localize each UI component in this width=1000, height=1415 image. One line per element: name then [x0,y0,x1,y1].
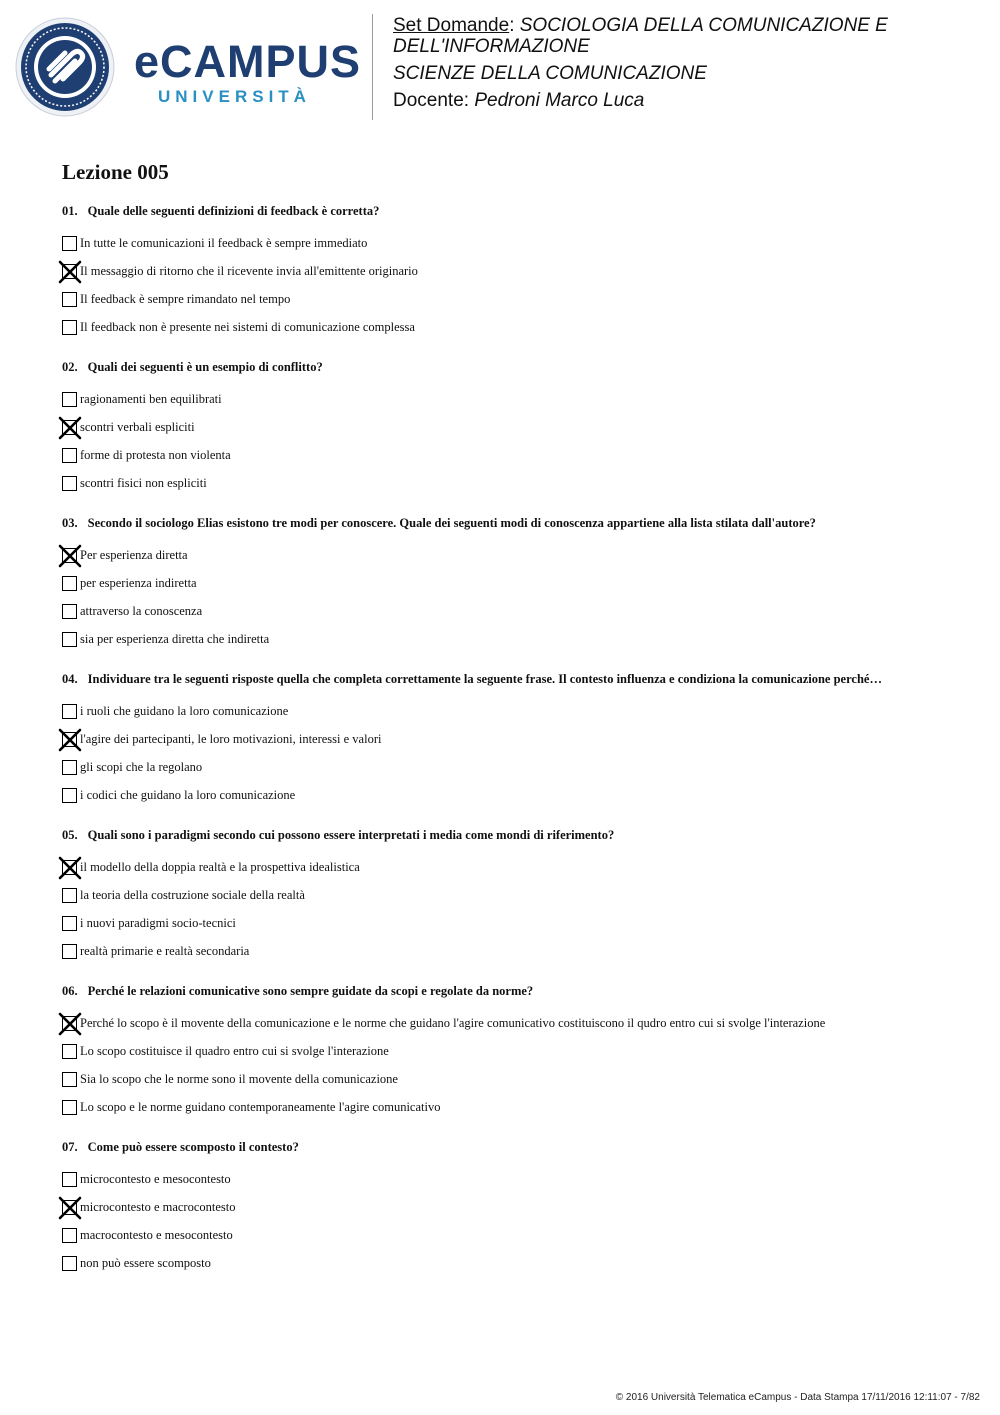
answer-text: Il feedback è sempre rimandato nel tempo [80,291,291,306]
question-number: 04. [62,672,78,686]
question-text [62,203,982,219]
answer-text: scontri fisici non espliciti [80,475,207,490]
teacher-name: Pedroni Marco Luca [474,90,645,111]
checkbox[interactable] [62,760,77,775]
question-text [62,671,982,687]
checkbox[interactable] [62,1072,77,1087]
answer-option[interactable] [62,229,982,257]
question-number: 02. [62,360,78,374]
question [62,1139,982,1277]
answer-text: forme di protesta non violenta [80,447,231,462]
question-list [62,203,982,1295]
answer-text: i nuovi paradigmi socio-tecnici [80,915,236,930]
answer-text: Sia lo scopo che le norme sono il movente della comunicazione [80,1071,398,1086]
teacher-label: Docente: [393,90,470,111]
answer-option[interactable] [62,413,982,441]
checked-checkbox[interactable] [62,1200,77,1215]
set-title-line-1: Set Domande: SOCIOLOGIA DELLA COMUNICAZIONE E [393,15,888,36]
answer-option[interactable] [62,1009,982,1037]
checkbox[interactable] [62,320,77,335]
question [62,671,982,809]
checkbox[interactable] [62,632,77,647]
brand-subtitle: UNIVERSITÀ [158,87,311,106]
question [62,203,982,341]
answer-option[interactable] [62,697,982,725]
lesson-title: Lezione 005 [62,160,169,184]
set-title-part-1: SOCIOLOGIA DELLA COMUNICAZIONE E [519,15,888,36]
checkbox[interactable] [62,392,77,407]
question-label: Individuare tra le seguenti risposte quella che completa correttamente la seguente frase. Il contesto influenza e condiziona la comunicazione perché… [87,672,882,686]
checked-checkbox[interactable] [62,732,77,747]
answer-option[interactable] [62,909,982,937]
answer-text: scontri verbali espliciti [80,419,195,434]
answer-text: i ruoli che guidano la loro comunicazione [80,703,289,718]
answer-option[interactable] [62,569,982,597]
answer-option[interactable] [62,781,982,809]
answer-option[interactable] [62,257,982,285]
checkbox[interactable] [62,1044,77,1059]
answer-text: Il feedback non è presente nei sistemi di comunicazione complessa [80,319,415,334]
checkbox[interactable] [62,448,77,463]
question-label: Quali dei seguenti è un esempio di conflitto? [87,360,323,374]
answer-option[interactable] [62,441,982,469]
set-title-line-2: DELL'INFORMAZIONE [393,36,590,57]
answer-text: realtà primarie e realtà secondaria [80,943,250,958]
answer-text: macrocontesto e mesocontesto [80,1227,233,1242]
answer-text: attraverso la conoscenza [80,603,203,618]
answer-option[interactable] [62,597,982,625]
question-label: Perché le relazioni comunicative sono sempre guidate da scopi e regolate da norme? [87,984,534,998]
answer-text: non può essere scomposto [80,1255,211,1270]
checkbox[interactable] [62,292,77,307]
checked-checkbox[interactable] [62,860,77,875]
answer-option[interactable] [62,937,982,965]
question [62,827,982,965]
question-label: Quali sono i paradigmi secondo cui possono essere interpretati i media come mondi di riferimento? [87,828,615,842]
question-number: 01. [62,204,78,218]
checkbox[interactable] [62,888,77,903]
question-text [62,359,982,375]
ecampus-seal-logo [15,17,115,117]
question [62,515,982,653]
cross-mark-icon [58,856,82,880]
ecampus-wordmark [134,36,362,107]
answer-text: la teoria della costruzione sociale della realtà [80,887,305,902]
answer-text: Lo scopo costituisce il quadro entro cui si svolge l'interazione [80,1043,389,1058]
answer-option[interactable] [62,313,982,341]
question-text [62,983,982,999]
checked-checkbox[interactable] [62,264,77,279]
answer-option[interactable] [62,1193,982,1221]
checked-checkbox[interactable] [62,420,77,435]
checkbox[interactable] [62,604,77,619]
header-divider [372,14,373,120]
answer-option[interactable] [62,853,982,881]
checked-checkbox[interactable] [62,548,77,563]
question [62,359,982,497]
cross-mark-icon [58,416,82,440]
cross-mark-icon [58,544,82,568]
answer-option[interactable] [62,1165,982,1193]
answer-text: In tutte le comunicazioni il feedback è sempre immediato [80,235,368,250]
answer-option[interactable] [62,469,982,497]
answer-text: microcontesto e macrocontesto [80,1199,236,1214]
cross-mark-icon [58,1012,82,1036]
question-label: Secondo il sociologo Elias esistono tre modi per conoscere. Quale dei seguenti modi di conoscenza appartiene alla lista stilata dall'autore? [87,516,816,530]
question-label: Come può essere scomposto il contesto? [87,1140,299,1154]
set-label: Set Domande [393,15,510,36]
answer-text: ragionamenti ben equilibrati [80,391,222,406]
answer-option[interactable] [62,1065,982,1093]
checkbox[interactable] [62,704,77,719]
answer-text: Il messaggio di ritorno che il ricevente invia all'emittente originario [80,263,418,278]
answer-option[interactable] [62,1249,982,1277]
answer-text: Per esperienza diretta [80,547,188,562]
checkbox[interactable] [62,944,77,959]
course-name: SCIENZE DELLA COMUNICAZIONE [393,63,707,84]
question-number: 03. [62,516,78,530]
checkbox[interactable] [62,916,77,931]
brand-name: eCAMPUS [134,36,362,87]
answer-option[interactable] [62,1221,982,1249]
question-label: Quale delle seguenti definizioni di feedback è corretta? [87,204,380,218]
answer-text: il modello della doppia realtà e la prospettiva idealistica [80,859,360,874]
answer-option[interactable] [62,541,982,569]
checkbox[interactable] [62,1256,77,1271]
teacher-line [393,90,983,111]
question-number: 07. [62,1140,78,1154]
answer-option[interactable] [62,625,982,653]
answer-text: per esperienza indiretta [80,575,197,590]
question-number: 05. [62,828,78,842]
header-info [393,15,983,111]
answer-option[interactable] [62,1093,982,1121]
checkbox[interactable] [62,576,77,591]
answer-text: Lo scopo e le norme guidano contemporaneamente l'agire comunicativo [80,1099,441,1114]
checkbox[interactable] [62,476,77,491]
answer-option[interactable] [62,385,982,413]
answer-option[interactable] [62,881,982,909]
cross-mark-icon [58,260,82,284]
checked-checkbox[interactable] [62,1016,77,1031]
question-text [62,515,982,531]
page-footer: © 2016 Università Telematica eCampus - Data Stampa 17/11/2016 12:11:07 - 7/82 [615,1392,980,1403]
cross-mark-icon [58,1196,82,1220]
cross-mark-icon [58,728,82,752]
answer-option[interactable] [62,1037,982,1065]
checkbox[interactable] [62,1172,77,1187]
question [62,983,982,1121]
answer-text: i codici che guidano la loro comunicazione [80,787,296,802]
answer-text: microcontesto e mesocontesto [80,1171,231,1186]
answer-option[interactable] [62,725,982,753]
checkbox[interactable] [62,1100,77,1115]
checkbox[interactable] [62,1228,77,1243]
question-text [62,1139,982,1155]
answer-text: gli scopi che la regolano [80,759,203,774]
answer-text: l'agire dei partecipanti, le loro motivazioni, interessi e valori [80,731,382,746]
question-text [62,827,982,843]
question-number: 06. [62,984,78,998]
checkbox[interactable] [62,788,77,803]
answer-text: Perché lo scopo è il movente della comunicazione e le norme che guidano l'agire comunicativo costituiscono il qudro entro cui si svolge l'interazione [80,1015,826,1030]
checkbox[interactable] [62,236,77,251]
answer-text: sia per esperienza diretta che indiretta [80,631,270,646]
answer-option[interactable] [62,285,982,313]
answer-option[interactable] [62,753,982,781]
